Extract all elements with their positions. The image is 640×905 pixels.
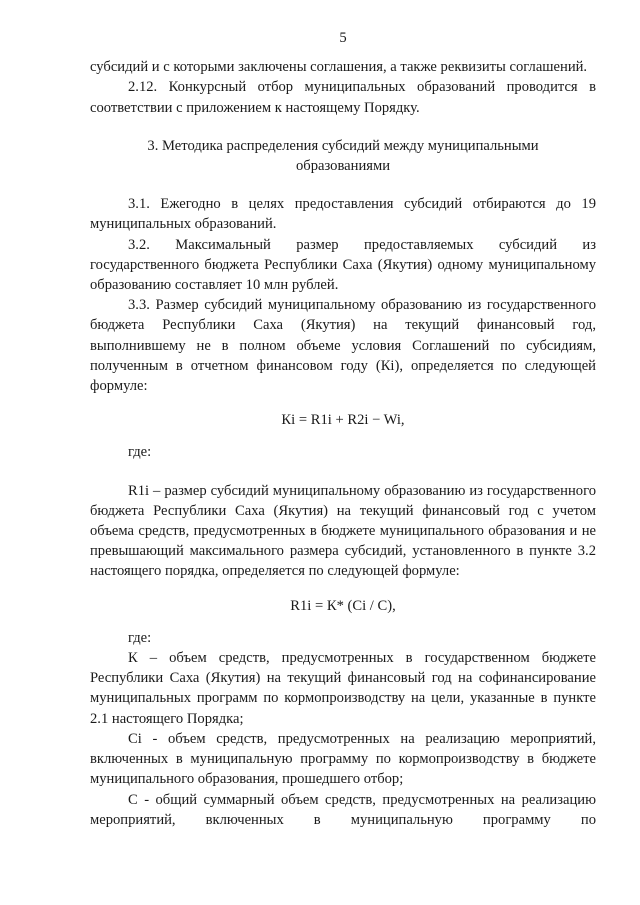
definition-ci: Ci - объем средств, предусмотренных на реализацию мероприятий, включенных в муниципальную программу по кормопроизводству в бюджете муниципального образования, прошедшего отбор; <box>90 730 596 788</box>
where-label-2: где: <box>128 629 152 646</box>
document-page <box>90 28 596 830</box>
where-label-1: где: <box>128 444 152 461</box>
definition-r1i: R1i – размер субсидий муниципальному образованию из государственного бюджета Республики Саха (Якутия) на текущий финансовый год с учетом объема средств, предусмотренных в бюджете муниципального образования и не превышающий максимального размера субсидий, установленного в пункте 3.2 настоящего порядка, определяется по следующей формуле: <box>90 482 596 580</box>
paragraph-3-1: 3.1. Ежегодно в целях предоставления субсидий отбираются до 19 муниципальных образований. <box>90 196 596 233</box>
page-number: 5 <box>339 30 347 46</box>
paragraph-3-3: 3.3. Размер субсидий муниципальному образованию из государственного бюджета Республики Саха (Якутия) на текущий финансовый год, выполнившему не в полном объеме условия Соглашений по субсидиям, полученным в отчетном финансовом году (Кi), определяется по следующей формуле: <box>90 297 596 395</box>
paragraph-continuation: субсидий и с которыми заключены соглашения, а также реквизиты соглашений. <box>90 59 588 76</box>
definition-c: С - общий суммарный объем средств, предусмотренных на реализацию мероприятий, включенных в муниципальную программу по <box>90 791 596 828</box>
paragraph-2-12: 2.12. Конкурсный отбор муниципальных образований проводится в соответствии с приложением к настоящему Порядку. <box>90 79 596 116</box>
section-title: 3. Методика распределения субсидий между муниципальными образованиями <box>147 137 539 175</box>
definition-k: К – объем средств, предусмотренных в государственном бюджете Республики Саха (Якутия) на текущий финансовый год на софинансирование муниципальных программ по кормопроизводству на цели, указанные в пункте 2.1 настоящего Порядка; <box>90 650 596 727</box>
formula-ki: Кi = R1i + R2i − Wi, <box>281 412 405 429</box>
paragraph-3-2: 3.2. Максимальный размер предоставляемых субсидий из государственного бюджета Республики Саха (Якутия) одному муниципальному образованию составляет 10 млн рублей. <box>90 236 596 294</box>
formula-r1i: R1i = К* (Ci / C), <box>290 597 396 614</box>
